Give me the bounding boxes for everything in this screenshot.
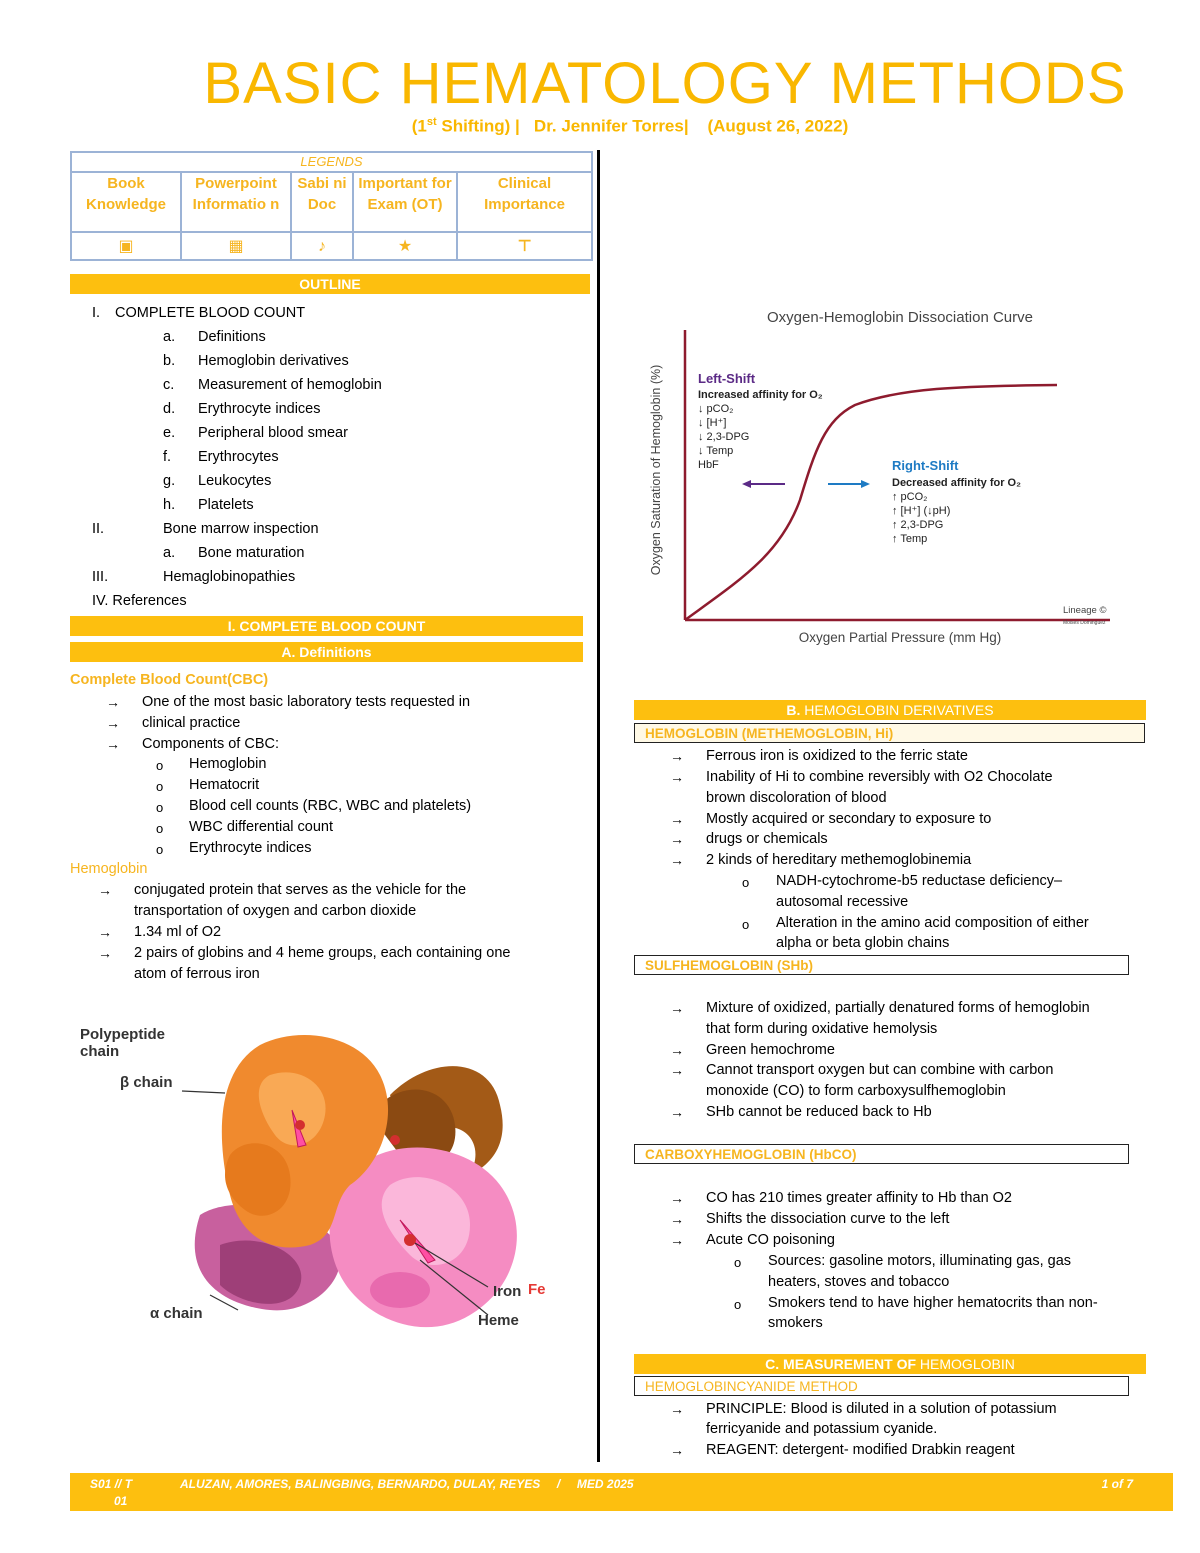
sulfhemoglobin-point: SHb cannot be reduced back to Hb: [706, 1104, 932, 1120]
arrow-bullet: →: [670, 1211, 684, 1227]
outline-num: I.: [92, 305, 101, 321]
arrow-bullet: →: [670, 831, 684, 847]
outline-item: Bone marrow inspection: [163, 521, 319, 537]
methemoglobin-subpoint: autosomal recessive: [776, 894, 909, 910]
arrow-bullet: →: [670, 1042, 684, 1058]
circle-bullet: o: [734, 1255, 742, 1270]
methemoglobin-subpoint: Alteration in the amino acid composition of either: [776, 915, 1089, 931]
legend-book-knowledge: Book Knowledge: [71, 172, 181, 232]
carboxyhemoglobin-subpoint: Sources: gasoline motors, illuminating gas, gas: [768, 1253, 1072, 1269]
label-beta-chain: β chain: [120, 1074, 173, 1091]
arrow-bullet: →: [98, 945, 112, 961]
methemoglobin-point: brown discoloration of blood: [706, 790, 887, 806]
method-point: PRINCIPLE: Blood is diluted in a solution of potassium: [706, 1401, 1057, 1417]
carboxyhemoglobin-subpoint: smokers: [768, 1315, 823, 1331]
outline-item: COMPLETE BLOOD COUNT: [115, 305, 306, 321]
iron-atom: [404, 1234, 416, 1246]
circle-bullet: o: [742, 917, 750, 932]
outline-num: III.: [92, 569, 109, 585]
right-shift-item: ↑ Temp: [892, 533, 928, 545]
arrow-bullet: →: [106, 694, 120, 710]
arrow-bullet: →: [670, 1000, 684, 1016]
hemoglobin-point: atom of ferrous iron: [134, 966, 260, 982]
footer-code-2: 01: [114, 1494, 128, 1508]
arrow-bullet: →: [670, 769, 684, 785]
cbc-component: Hematocrit: [189, 777, 260, 793]
right-shift-item: ↑ pCO₂: [892, 491, 928, 503]
book-icon: ▣: [71, 232, 181, 260]
legend-powerpoint: Powerpoint Informatio n: [181, 172, 291, 232]
hemoglobin-point: 1.34 ml of O2: [134, 924, 222, 940]
document-subtitle: (1st Shifting) | Dr. Jennifer Torres| (August 26, 2022): [411, 116, 849, 136]
sulfhemoglobin-point: Green hemochrome: [706, 1042, 835, 1058]
outline-num: d.: [163, 401, 176, 417]
cbc-heading: Complete Blood Count(CBC): [70, 672, 269, 688]
methemoglobin-subpoint: alpha or beta globin chains: [776, 935, 950, 951]
arrow-bullet: →: [98, 924, 112, 940]
method-point: ferricyanide and potassium cyanide.: [706, 1421, 938, 1437]
carboxyhemoglobin-subpoint: Smokers tend to have higher hematocrits than non-: [768, 1295, 1098, 1311]
outline-num: a.: [163, 329, 176, 345]
left-shift-title: Left-Shift: [698, 371, 756, 386]
arrow-bullet: →: [670, 852, 684, 868]
arrow-bullet: →: [670, 748, 684, 764]
cbc-component: Blood cell counts (RBC, WBC and platelets): [189, 798, 472, 814]
outline-item: Bone maturation: [198, 545, 305, 561]
carboxyhemoglobin-point: Shifts the dissociation curve to the left: [706, 1211, 950, 1227]
circle-bullet: o: [156, 800, 164, 815]
document-title: BASIC HEMATOLOGY METHODS: [203, 51, 1127, 116]
outline-item: Platelets: [198, 497, 254, 513]
outline-item: Hemaglobinopathies: [163, 569, 296, 585]
outline-num: f.: [163, 449, 172, 465]
note-icon: ♪: [291, 232, 353, 260]
outline-num: b.: [163, 353, 176, 369]
outline-num: g.: [163, 473, 176, 489]
outline-num: c.: [163, 377, 175, 393]
right-shift-item: ↑ 2,3-DPG: [892, 519, 944, 531]
pin-icon: ⊤: [457, 232, 592, 260]
hemoglobin-point: transportation of oxygen and carbon dioxide: [134, 903, 417, 919]
arrow-bullet: →: [670, 1104, 684, 1120]
methemoglobin-point: drugs or chemicals: [706, 831, 828, 847]
carboxyhemoglobin-point: CO has 210 times greater affinity to Hb than O2: [706, 1190, 1013, 1206]
circle-bullet: o: [156, 821, 164, 836]
arrow-bullet: →: [106, 736, 120, 752]
arrow-bullet: →: [106, 715, 120, 731]
right-arrow-icon: [861, 480, 870, 488]
label-polypeptide-chain: Polypeptide chain: [80, 1026, 166, 1060]
outline-item: Erythrocytes: [198, 449, 279, 465]
left-shift-item: ↓ pCO₂: [698, 403, 734, 415]
outline-item: Peripheral blood smear: [198, 425, 348, 441]
methemoglobin-subpoint: NADH-cytochrome-b5 reductase deficiency–: [776, 873, 1063, 889]
legend-title: LEGENDS: [71, 152, 592, 172]
legend-important-exam: Important for Exam (OT): [353, 172, 457, 232]
subsection-definitions-header: A. Definitions: [70, 642, 583, 662]
outline-item: Measurement of hemoglobin: [198, 377, 382, 393]
legend-sabi-ni-doc: Sabi ni Doc: [291, 172, 353, 232]
cbc-component: Hemoglobin: [189, 756, 267, 772]
label-fe: Fe: [528, 1281, 546, 1298]
section-measurement-header: C. MEASUREMENT OF HEMOGLOBIN: [634, 1354, 1146, 1374]
label-heme: Heme: [478, 1312, 519, 1329]
arrow-bullet: →: [670, 1401, 684, 1417]
left-shift-item: ↓ Temp: [698, 445, 734, 457]
credit-small-text: Moises Dominguez: [1063, 620, 1106, 626]
arrow-bullet: →: [670, 1190, 684, 1206]
circle-bullet: o: [734, 1297, 742, 1312]
right-shift-item: ↑ [H⁺] (↓pH): [892, 505, 951, 517]
sulfhemoglobin-point: that form during oxidative hemolysis: [706, 1021, 938, 1037]
credit-text: Lineage ©: [1063, 605, 1107, 616]
page-footer: [70, 1473, 1173, 1511]
section-derivatives-header: B. HEMOGLOBIN DERIVATIVES: [634, 700, 1146, 720]
methemoglobin-heading: HEMOGLOBIN (METHEMOGLOBIN, Hi): [634, 723, 1145, 743]
sulfhemoglobin-point: monoxide (CO) to form carboxysulfhemoglobin: [706, 1083, 1006, 1099]
left-shift-item: ↓ [H⁺]: [698, 417, 727, 429]
cyanide-method-heading: HEMOGLOBINCYANIDE METHOD: [634, 1376, 1129, 1396]
methemoglobin-point: Mostly acquired or secondary to exposure to: [706, 811, 992, 827]
cbc-component: Erythrocyte indices: [189, 840, 312, 856]
carboxyhemoglobin-point: Acute CO poisoning: [706, 1232, 835, 1248]
circle-bullet: o: [742, 875, 750, 890]
hemoglobin-heading: Hemoglobin: [70, 861, 148, 877]
footer-page-number: 1 of 7: [1101, 1477, 1133, 1491]
star-icon: ★: [353, 232, 457, 260]
iron-atom: [390, 1135, 400, 1145]
dissociation-curve-figure: [630, 300, 1130, 660]
circle-bullet: o: [156, 758, 164, 773]
legend-table: [70, 151, 593, 261]
carboxyhemoglobin-heading: CARBOXYHEMOGLOBIN (HbCO): [634, 1144, 1129, 1164]
arrow-bullet: →: [670, 1232, 684, 1248]
right-shift-subtitle: Decreased affinity for O₂: [892, 477, 1021, 489]
methemoglobin-point: 2 kinds of hereditary methemoglobinemia: [706, 852, 972, 868]
right-shift-title: Right-Shift: [892, 458, 959, 473]
outline-num: e.: [163, 425, 176, 441]
slides-icon: ▦: [181, 232, 291, 260]
section-cbc-header: I. COMPLETE BLOOD COUNT: [70, 616, 583, 636]
label-alpha-chain: α chain: [150, 1305, 203, 1322]
legend-clinical-importance: Clinical Importance: [457, 172, 592, 232]
arrow-bullet: →: [670, 1442, 684, 1458]
sulfhemoglobin-heading: SULFHEMOGLOBIN (SHb): [634, 955, 1129, 975]
outline-item: Erythrocyte indices: [198, 401, 321, 417]
outline-item: IV. References: [92, 593, 187, 609]
dissociation-curve: [685, 385, 1057, 620]
outline-header: OUTLINE: [70, 274, 590, 294]
column-divider: [597, 150, 600, 1462]
iron-atom: [295, 1120, 305, 1130]
outline-item: Definitions: [198, 329, 266, 345]
outline-item: Leukocytes: [198, 473, 272, 489]
left-shift-subtitle: Increased affinity for O₂: [698, 389, 823, 401]
curve-ylabel: Oxygen Saturation of Hemoglobin (%): [649, 364, 663, 576]
arrow-bullet: →: [670, 1062, 684, 1078]
hemoglobin-point: conjugated protein that serves as the vehicle for the: [134, 882, 467, 898]
footer-code: S01 // T: [90, 1477, 133, 1491]
curve-xlabel: Oxygen Partial Pressure (mm Hg): [798, 630, 1002, 645]
cbc-point: One of the most basic laboratory tests requested in: [142, 694, 471, 710]
hemoglobin-structure-figure: [70, 1015, 570, 1345]
methemoglobin-point: Inability of Hi to combine reversibly with O2 Chocolate: [706, 769, 1053, 785]
sulfhemoglobin-point: Cannot transport oxygen but can combine with carbon: [706, 1062, 1054, 1078]
outline-num: h.: [163, 497, 176, 513]
cbc-component: WBC differential count: [189, 819, 333, 835]
hemoglobin-point: 2 pairs of globins and 4 heme groups, each containing one: [134, 945, 511, 961]
left-arrow-icon: [742, 480, 751, 488]
methemoglobin-point: Ferrous iron is oxidized to the ferric state: [706, 748, 968, 764]
footer-authors: ALUZAN, AMORES, BALINGBING, BERNARDO, DULAY, REYES / MED 2025: [180, 1477, 634, 1491]
circle-bullet: o: [156, 842, 164, 857]
method-point: REAGENT: detergent- modified Drabkin reagent: [706, 1442, 1015, 1458]
outline-item: Hemoglobin derivatives: [198, 353, 349, 369]
arrow-bullet: →: [670, 811, 684, 827]
cbc-point: Components of CBC:: [142, 736, 280, 752]
curve-title: Oxygen-Hemoglobin Dissociation Curve: [767, 309, 1033, 326]
arrow-bullet: →: [98, 882, 112, 898]
carboxyhemoglobin-subpoint: heaters, stoves and tobacco: [768, 1274, 950, 1290]
cbc-point: clinical practice: [142, 715, 241, 731]
left-shift-item: ↓ 2,3-DPG: [698, 431, 750, 443]
sulfhemoglobin-point: Mixture of oxidized, partially denatured forms of hemoglobin: [706, 1000, 1090, 1016]
outline-num: II.: [92, 521, 105, 537]
label-iron: Iron: [493, 1283, 522, 1300]
circle-bullet: o: [156, 779, 164, 794]
left-shift-item: HbF: [698, 459, 719, 471]
outline-num: a.: [163, 545, 176, 561]
